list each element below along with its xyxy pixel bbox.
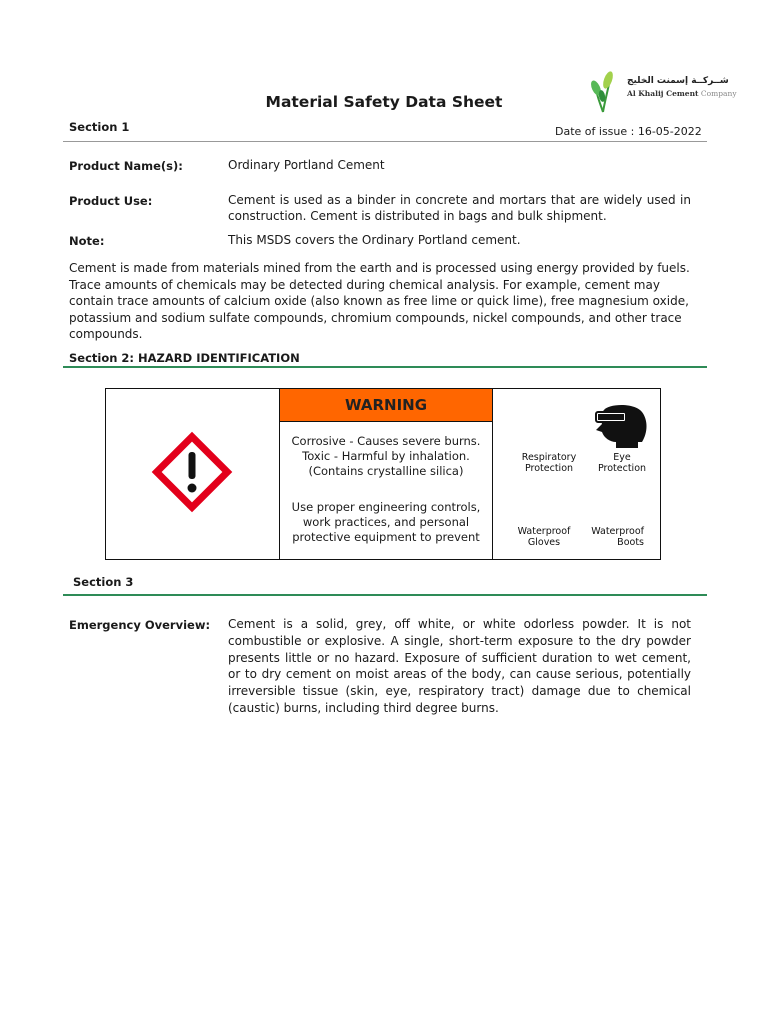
section-3-heading: Section 3 (73, 575, 134, 589)
product-name-value: Ordinary Portland Cement (228, 158, 385, 172)
section-1-heading: Section 1 (69, 120, 130, 134)
respiratory-protection-label: Respiratory Protection (521, 452, 577, 474)
divider (63, 141, 707, 142)
product-use-label: Product Use: (69, 194, 153, 208)
logo-english-text: Al Khalij Cement Company (627, 89, 737, 98)
emergency-overview-label: Emergency Overview: (69, 618, 211, 632)
warning-banner: WARNING (280, 389, 492, 422)
product-use-value: Cement is used as a binder in concrete and mortars that are widely used in construction. Cement is distributed in bags and bulk shipment. (228, 193, 691, 223)
eye-protection-label: Eye Protection (597, 452, 647, 474)
date-of-issue: Date of issue : 16-05-2022 (555, 125, 702, 138)
emergency-overview-value: Cement is a solid, grey, off white, or white odorless powder. It is not combustible or explosive. A single, short-term exposure to the dry powder presents little or no hazard. Exposure of sufficient duration to wet cement, or to dry cement on moist areas of the body, can cause serious, potentially irreversible tissue (skin, eye, respiratory tract) damage due to chemical (caustic) burns, including third degree burns. (228, 617, 691, 715)
hazard-column-divider (492, 388, 493, 560)
warning-hazard-text: Corrosive - Causes severe burns. Toxic - Harmful by inhalation. (Contains crystalline silica) (291, 434, 481, 478)
product-name-label: Product Name(s): (69, 159, 183, 173)
waterproof-gloves-label: Waterproof Gloves (517, 526, 571, 548)
note-label: Note: (69, 234, 105, 248)
exclamation-diamond-icon (150, 430, 234, 514)
section-3-divider (63, 594, 707, 596)
section-2-heading: Section 2: HAZARD IDENTIFICATION (69, 351, 300, 365)
logo-arabic-text: شــركــة إسمنت الخليج (627, 76, 729, 86)
document-title: Material Safety Data Sheet (265, 93, 503, 111)
section-2-divider (63, 366, 707, 368)
composition-paragraph: Cement is made from materials mined from the earth and is processed using energy provided by fuels. Trace amounts of chemicals may be detected during chemical analysis. For example, cement may contain trace amounts of calcium oxide (also known as free lime or quick lime), free magnesium oxide, potassium and sodium sulfate compounds, chromium compounds, nickel compounds, and other trace compounds. (69, 261, 690, 341)
eye-protection-icon (594, 402, 650, 450)
note-value: This MSDS covers the Ordinary Portland cement. (228, 233, 521, 247)
waterproof-boots-label: Waterproof Boots (591, 526, 644, 548)
warning-precaution-text: Use proper engineering controls, work practices, and personal protective equipment to prevent (291, 500, 481, 544)
